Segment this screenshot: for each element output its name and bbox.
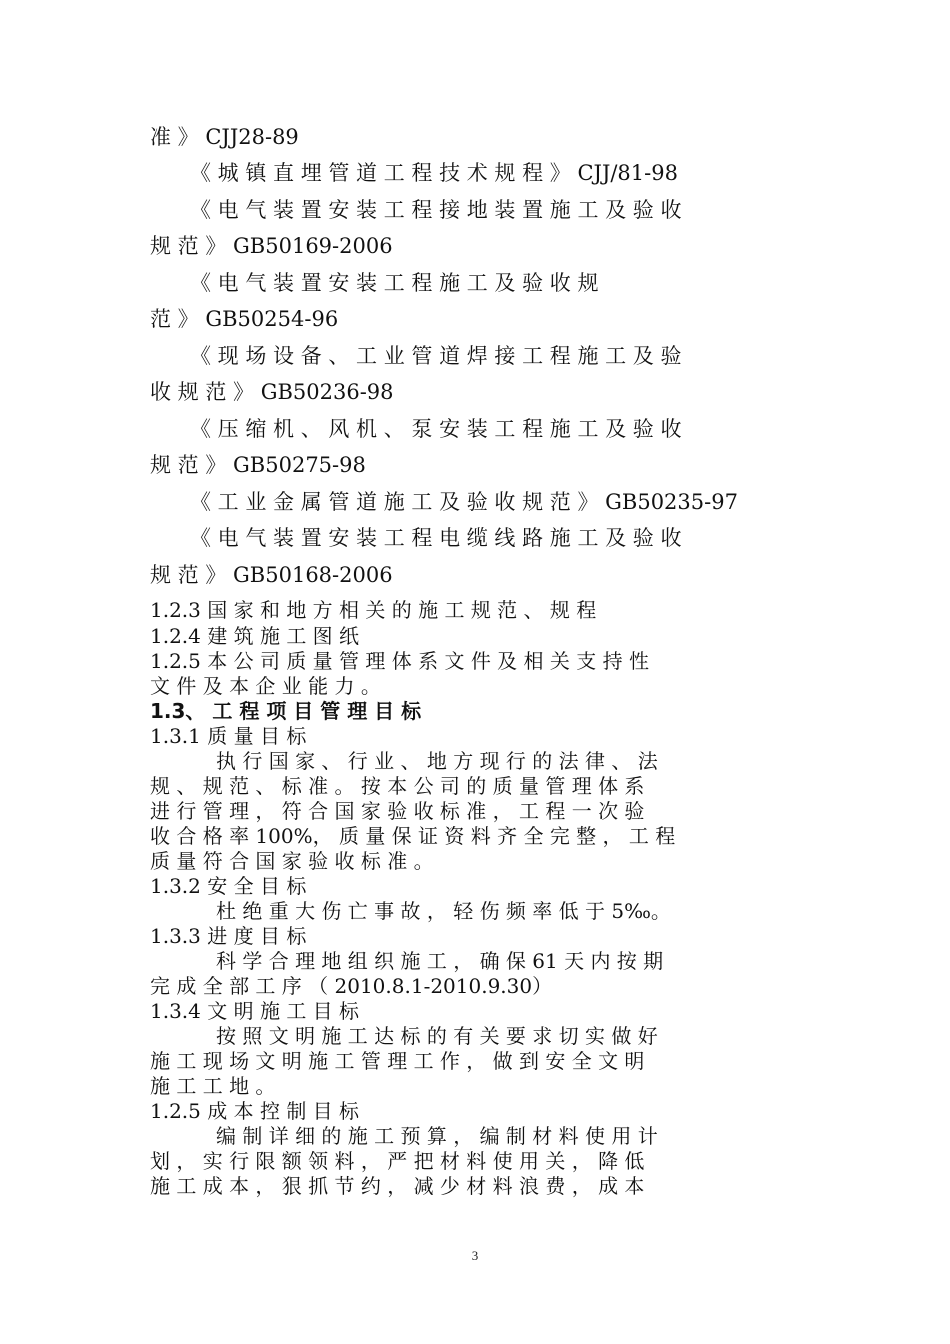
text-line: 《 电 气 装 置 安 装 工 程 电 缆 线 路 施 工 及 验 收 [190,526,682,550]
text-line: 编 制 详 细 的 施 工 预 算 ， 编 制 材 料 使 用 计 [216,1124,658,1148]
text-line: 划 ， 实 行 限 额 领 料 ， 严 把 材 料 使 用 关 ， 降 低 [150,1149,645,1173]
text-line: 《 现 场 设 备 、 工 业 管 道 焊 接 工 程 施 工 及 验 [190,344,682,368]
text-line: 《 工 业 金 属 管 道 施 工 及 验 收 规 范 》 GB50235-97 [190,490,738,514]
text-line: 《 城 镇 直 埋 管 道 工 程 技 术 规 程 》 CJJ/81-98 [190,161,678,185]
text-line: 收 合 格 率 100%， 质 量 保 证 资 料 齐 全 完 整 ， 工 程 [150,824,676,848]
text-line: 杜 绝 重 大 伤 亡 事 故 ， 轻 伤 频 率 低 于 5‰。 [216,899,671,923]
text-line: 按 照 文 明 施 工 达 标 的 有 关 要 求 切 实 做 好 [216,1024,658,1048]
text-line: 《 电 气 装 置 安 装 工 程 接 地 装 置 施 工 及 验 收 [190,198,682,222]
text-line: 准 》 CJJ28-89 [150,125,299,149]
text-line: 执 行 国 家 、 行 业 、 地 方 现 行 的 法 律 、 法 [216,749,658,773]
text-line: 《 电 气 装 置 安 装 工 程 施 工 及 验 收 规 [190,271,599,295]
section-heading: 1.3.1 质 量 目 标 [150,724,307,748]
text-line: 质 量 符 合 国 家 验 收 标 准 。 [150,849,434,873]
text-line: 施 工 现 场 文 明 施 工 管 理 工 作 ， 做 到 安 全 文 明 [150,1049,645,1073]
text-line: 文 件 及 本 企 业 能 力 。 [150,674,381,698]
text-line: 科 学 合 理 地 组 织 施 工 ， 确 保 61 天 内 按 期 [216,949,664,973]
section-heading: 1.3.2 安 全 目 标 [150,874,307,898]
section-heading: 1.2.4 建 筑 施 工 图 纸 [150,624,360,648]
text-line: 规 、 规 范 、 标 准 。 按 本 公 司 的 质 量 管 理 体 系 [150,774,645,798]
section-heading: 1.3.3 进 度 目 标 [150,924,307,948]
text-line: 范 》 GB50254-96 [150,307,339,331]
section-heading: 1.2.3 国 家 和 地 方 相 关 的 施 工 规 范 、 规 程 [150,598,597,622]
text-line: 规 范 》 GB50275-98 [150,453,366,477]
section-heading: 1.2.5 成 本 控 制 目 标 [150,1099,360,1123]
text-line: 《 压 缩 机 、 风 机 、 泵 安 装 工 程 施 工 及 验 收 [190,417,682,441]
text-line: 施 工 成 本 ， 狠 抓 节 约 ， 减 少 材 料 浪 费 ， 成 本 [150,1174,645,1198]
text-line: 完 成 全 部 工 序 （ 2010.8.1-2010.9.30） [150,974,553,998]
text-line: 收 规 范 》 GB50236-98 [150,380,394,404]
chapter-heading: 1.3、 工 程 项 目 管 理 目 标 [150,699,422,723]
section-heading: 1.3.4 文 明 施 工 目 标 [150,999,360,1023]
text-line: 施 工 工 地 。 [150,1074,276,1098]
text-line: 规 范 》 GB50168-2006 [150,563,393,587]
page-number: 3 [471,1248,479,1263]
text-line: 进 行 管 理 ， 符 合 国 家 验 收 标 准 ， 工 程 一 次 验 [150,799,645,823]
text-line: 规 范 》 GB50169-2006 [150,234,393,258]
section-heading: 1.2.5 本 公 司 质 量 管 理 体 系 文 件 及 相 关 支 持 性 [150,649,649,673]
